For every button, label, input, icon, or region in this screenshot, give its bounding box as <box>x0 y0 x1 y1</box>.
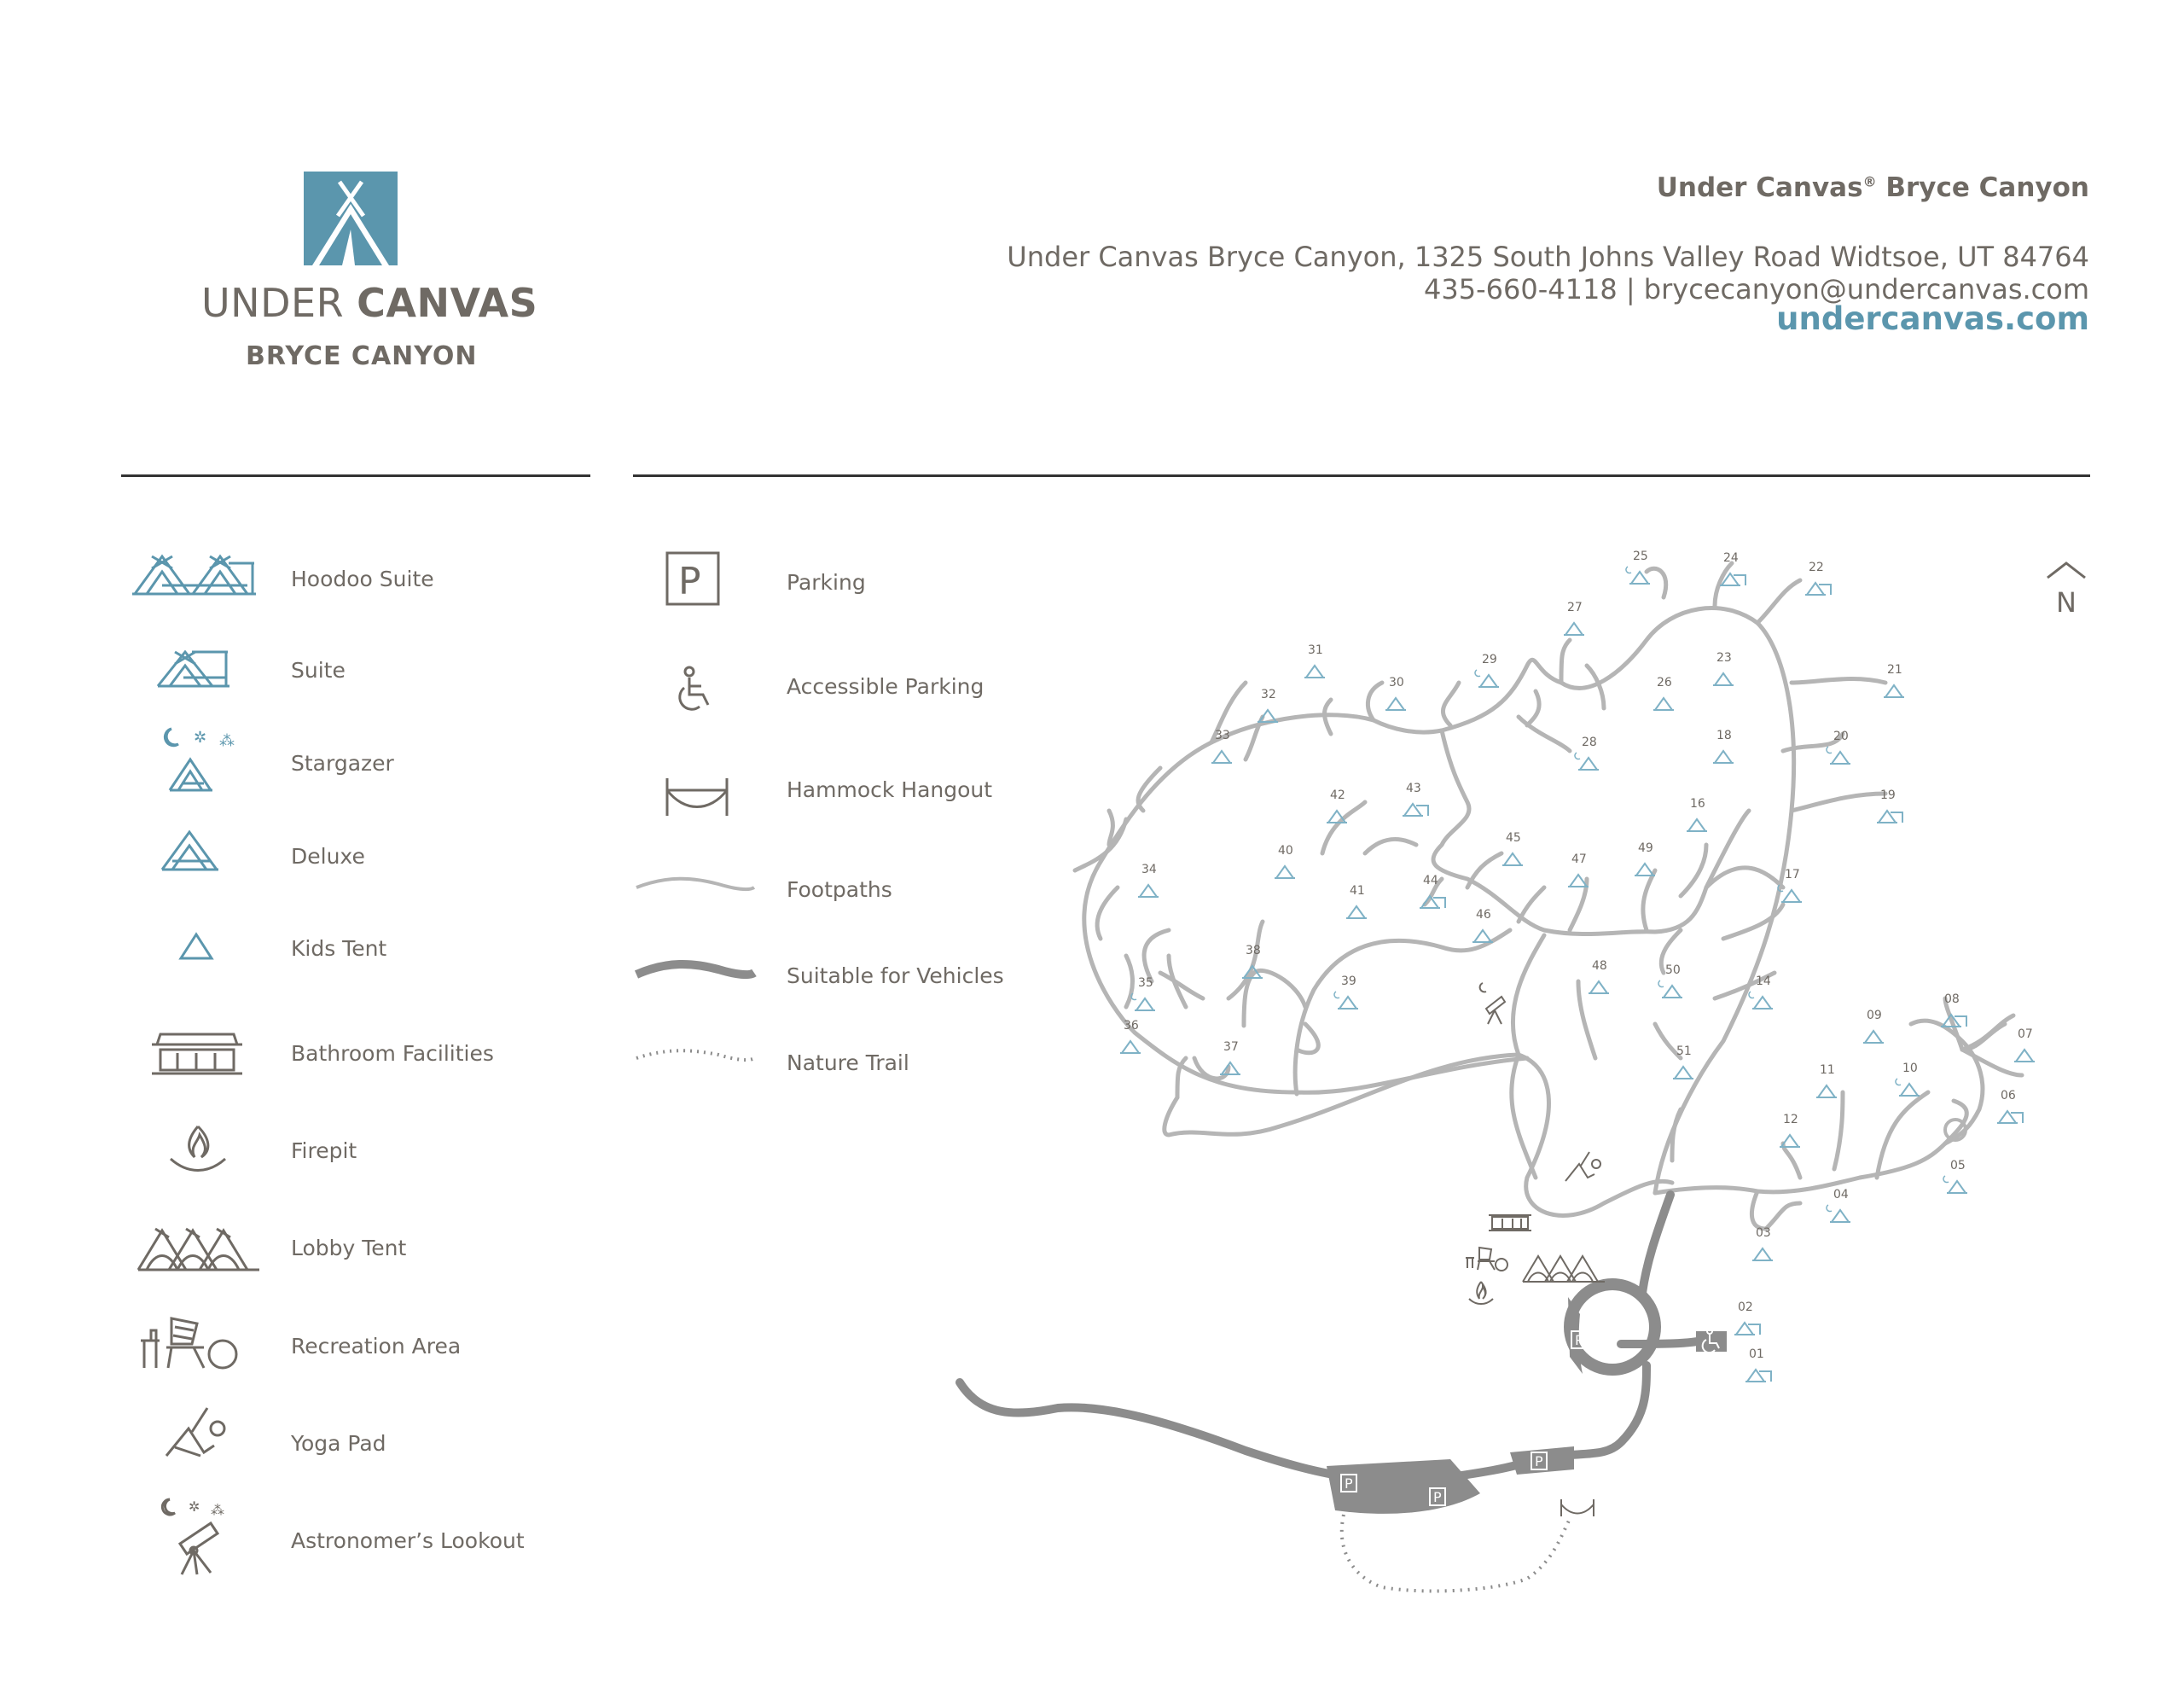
campsite-number: 45 <box>1506 831 1521 845</box>
legend-label-nature-trail: Nature Trail <box>787 1050 909 1075</box>
tent-icon <box>1564 623 1584 635</box>
campsite-number: 41 <box>1350 884 1365 898</box>
footpath-network <box>1075 563 2022 1229</box>
campsite-number: 07 <box>2018 1027 2033 1041</box>
tent-icon <box>1653 698 1674 710</box>
tent-icon <box>1830 752 1850 764</box>
legend-label-hammock: Hammock Hangout <box>787 777 993 802</box>
campsite-28[interactable] <box>1575 736 1599 770</box>
contact-title: Under Canvas® Bryce Canyon <box>1656 172 2089 203</box>
tent-icon <box>1662 986 1682 998</box>
svg-text:⁂: ⁂ <box>219 732 235 750</box>
roundabout <box>1568 1284 1655 1374</box>
campsite-48[interactable] <box>1589 959 1609 993</box>
campsite-16[interactable] <box>1687 797 1707 831</box>
campsite-02[interactable] <box>1734 1300 1760 1335</box>
campsite-43[interactable] <box>1403 782 1428 816</box>
campsite-number: 06 <box>2001 1089 2016 1103</box>
tent-icon <box>1304 666 1325 678</box>
stargazer-moon-icon <box>1827 1205 1832 1212</box>
tent-icon <box>1403 804 1428 816</box>
legend-label-vehicles: Suitable for Vehicles <box>787 963 1004 988</box>
campsite-number: 44 <box>1423 874 1438 887</box>
campsite-number: 42 <box>1330 788 1345 802</box>
tent-icon <box>1502 853 1523 865</box>
campsite-number: 47 <box>1571 852 1587 866</box>
campsite-26[interactable] <box>1653 676 1674 710</box>
campsite-45[interactable] <box>1502 831 1523 865</box>
campsite-number: 43 <box>1406 782 1421 795</box>
map-telescope-icon <box>1480 983 1505 1024</box>
campsite-18[interactable] <box>1713 729 1734 763</box>
map-facilities <box>1466 983 1966 1516</box>
svg-text:⁂: ⁂ <box>211 1502 224 1518</box>
campsite-number: 33 <box>1215 729 1230 742</box>
campsite-number: 05 <box>1950 1159 1966 1172</box>
legend-label-yoga: Yoga Pad <box>291 1431 386 1456</box>
campsite-number: 50 <box>1665 963 1681 977</box>
tent-icon <box>1120 1041 1141 1053</box>
north-arrow <box>2048 563 2085 619</box>
campsite-number: 02 <box>1738 1300 1753 1314</box>
campsite-number: 51 <box>1676 1044 1692 1058</box>
campsite-35[interactable] <box>1131 976 1155 1010</box>
stargazer-moon-icon <box>1827 747 1832 753</box>
campsite-07[interactable] <box>2014 1027 2035 1062</box>
map-hammock-icon <box>1561 1499 1594 1516</box>
legend-label-lobby-tent: Lobby Tent <box>291 1236 407 1260</box>
stargazer-moon-icon <box>1575 753 1580 759</box>
campsite-number: 01 <box>1749 1347 1764 1361</box>
campsite-number: 30 <box>1389 676 1404 689</box>
campsite-number: 29 <box>1482 653 1497 666</box>
campsite-11[interactable] <box>1816 1063 1837 1097</box>
campsite-31[interactable] <box>1304 643 1325 678</box>
tent-icon <box>1816 1085 1837 1097</box>
campsite-46[interactable] <box>1472 908 1493 942</box>
campsite-number: 46 <box>1476 908 1491 922</box>
parking-marker-3: P <box>1535 1453 1543 1469</box>
campsite-06[interactable] <box>1997 1089 2023 1123</box>
stargazer-moon-icon <box>1896 1079 1901 1085</box>
campsite-10[interactable] <box>1896 1062 1920 1096</box>
tent-icon <box>2014 1050 2035 1062</box>
tent-icon <box>1752 997 1773 1009</box>
parking-marker-2: P <box>1433 1489 1442 1505</box>
campsite-number: 21 <box>1887 663 1902 677</box>
campsite-33[interactable] <box>1211 729 1232 763</box>
parking-lots <box>1327 1331 1727 1514</box>
tent-icon <box>1947 1181 1967 1193</box>
legend-label-bathroom: Bathroom Facilities <box>291 1041 494 1066</box>
map-lobby-tent-icon <box>1523 1256 1605 1282</box>
tent-icon <box>1385 698 1406 710</box>
campsite-29[interactable] <box>1475 653 1499 687</box>
tent-icon <box>1478 675 1499 687</box>
campsite-number: 14 <box>1756 975 1771 988</box>
campsite-number: 23 <box>1716 651 1732 665</box>
tent-icon <box>1472 930 1493 942</box>
tent-icon <box>1863 1031 1884 1043</box>
tent-icon <box>1346 906 1367 918</box>
tent-icon <box>1781 890 1802 902</box>
campsite-number: 11 <box>1820 1063 1835 1077</box>
campsite-24[interactable] <box>1720 551 1745 585</box>
campsite-09[interactable] <box>1863 1009 1884 1043</box>
tent-icon <box>1338 997 1358 1009</box>
tent-icon <box>1713 751 1734 763</box>
legend-label-hoodoo-suite: Hoodoo Suite <box>291 567 434 591</box>
campsite-25[interactable] <box>1626 550 1650 584</box>
map-bathroom-icon <box>1489 1215 1531 1231</box>
campsite-number: 20 <box>1833 730 1849 743</box>
campsite-30[interactable] <box>1385 676 1406 710</box>
campsite-number: 39 <box>1341 975 1356 988</box>
tent-icon <box>1877 811 1902 823</box>
legend-label-astronomer: Astronomer’s Lookout <box>291 1528 525 1553</box>
tent-icon <box>1780 1135 1800 1147</box>
campsite-19[interactable] <box>1877 788 1902 823</box>
stargazer-moon-icon <box>1658 980 1664 987</box>
tent-icon <box>1734 1323 1760 1335</box>
campsite-number: 09 <box>1867 1009 1882 1022</box>
tent-icon <box>1275 866 1295 878</box>
tent-icon <box>1635 864 1655 876</box>
campsite-23[interactable] <box>1713 651 1734 685</box>
legend-label-recreation: Recreation Area <box>291 1334 462 1359</box>
campsite-number: 34 <box>1141 863 1157 876</box>
vehicle-road <box>960 1195 1706 1485</box>
tent-icon <box>1752 1248 1773 1260</box>
campsite-number: 22 <box>1809 561 1824 574</box>
campsite-number: 26 <box>1657 676 1672 689</box>
parking-icon-letter: P <box>678 560 701 603</box>
nature-trail <box>1342 1515 1570 1591</box>
tent-icon <box>1884 685 1904 697</box>
north-label: N <box>2056 586 2077 619</box>
stargazer-moon-icon <box>1334 992 1339 998</box>
legend-label-accessible-parking: Accessible Parking <box>787 674 985 699</box>
tent-icon <box>1997 1111 2023 1123</box>
campsite-number: 18 <box>1716 729 1732 742</box>
campsite-number: 03 <box>1756 1226 1771 1240</box>
svg-text:✲: ✲ <box>194 729 207 747</box>
stargazer-moon-icon <box>1475 670 1480 677</box>
brand-name: UNDER CANVAS <box>201 280 538 326</box>
tent-icon <box>1745 1370 1771 1382</box>
campsite-number: 16 <box>1690 797 1705 811</box>
campsite-27[interactable] <box>1564 601 1584 635</box>
campsite-01[interactable] <box>1745 1347 1771 1382</box>
campsite-05[interactable] <box>1943 1159 1967 1193</box>
map-recreation-icon <box>1466 1248 1507 1271</box>
campsite-49[interactable] <box>1635 841 1655 876</box>
campsite-number: 12 <box>1783 1113 1798 1126</box>
campsite-number: 19 <box>1880 788 1896 802</box>
legend-label-deluxe: Deluxe <box>291 844 365 869</box>
map-yoga-icon <box>1565 1152 1600 1181</box>
tent-icon <box>1578 758 1599 770</box>
campsite-number: 25 <box>1633 550 1648 563</box>
tent-icon <box>1805 583 1831 595</box>
tent-icon <box>1589 981 1609 993</box>
campsite-51[interactable] <box>1673 1044 1693 1079</box>
tent-icon <box>1138 885 1159 897</box>
campsite-number: 28 <box>1582 736 1597 749</box>
tent-icon <box>1687 819 1707 831</box>
campsite-22[interactable] <box>1805 561 1831 595</box>
map-firepit-icon <box>1469 1282 1493 1304</box>
parking-marker-1: P <box>1345 1475 1353 1492</box>
contact-phone-email[interactable]: 435-660-4118 | brycecanyon@undercanvas.com <box>1423 273 2089 305</box>
campsite-number: 32 <box>1261 688 1276 701</box>
legend-label-firepit: Firepit <box>291 1138 357 1163</box>
campsite-number: 38 <box>1246 944 1261 957</box>
campsite-04[interactable] <box>1827 1188 1850 1222</box>
tent-icon <box>1713 673 1734 685</box>
parking-marker-4: P <box>1575 1332 1583 1348</box>
tent-icon <box>1899 1084 1920 1096</box>
campsite-markers <box>1120 550 2035 1382</box>
svg-text:✲: ✲ <box>189 1498 200 1515</box>
stargazer-moon-icon <box>1749 992 1754 998</box>
legend-label-suite: Suite <box>291 658 346 683</box>
campsite-number: 24 <box>1723 551 1739 565</box>
tent-icon <box>1135 998 1155 1010</box>
campsite-number: 10 <box>1902 1062 1918 1075</box>
legend-label-kids-tent: Kids Tent <box>291 936 387 961</box>
campsite-number: 08 <box>1944 992 1960 1006</box>
campsite-39[interactable] <box>1334 975 1358 1009</box>
website-link[interactable]: undercanvas.com <box>1776 300 2089 337</box>
campsite-number: 17 <box>1785 868 1800 882</box>
campsite-number: 04 <box>1833 1188 1849 1202</box>
contact-address: Under Canvas Bryce Canyon, 1325 South Johns Valley Road Widtsoe, UT 84764 <box>1007 241 2089 273</box>
legend-label-stargazer: Stargazer <box>291 751 394 776</box>
campsite-number: 31 <box>1308 643 1323 657</box>
campsite-20[interactable] <box>1827 730 1850 764</box>
campsite-number: 49 <box>1638 841 1653 855</box>
campsite-34[interactable] <box>1138 863 1159 897</box>
campsite-number: 35 <box>1138 976 1153 990</box>
campsite-number: 36 <box>1124 1019 1139 1033</box>
brand-location: BRYCE CANYON <box>246 341 478 371</box>
tent-icon <box>1673 1067 1693 1079</box>
tent-icon <box>1211 751 1232 763</box>
stargazer-moon-icon <box>1626 567 1631 573</box>
tent-icon <box>1830 1210 1850 1222</box>
tent-icon <box>1420 896 1445 908</box>
legend-label-parking: Parking <box>787 570 866 595</box>
campsite-03[interactable] <box>1752 1226 1773 1260</box>
campsite-number: 40 <box>1278 844 1293 858</box>
campsite-number: 37 <box>1223 1040 1239 1054</box>
campsite-number: 48 <box>1592 959 1607 973</box>
campsite-21[interactable] <box>1884 663 1904 697</box>
campsite-number: 27 <box>1567 601 1583 614</box>
campsite-40[interactable] <box>1275 844 1295 878</box>
campsite-41[interactable] <box>1346 884 1367 918</box>
legend-label-footpaths: Footpaths <box>787 877 892 902</box>
stargazer-moon-icon <box>1943 1176 1949 1183</box>
